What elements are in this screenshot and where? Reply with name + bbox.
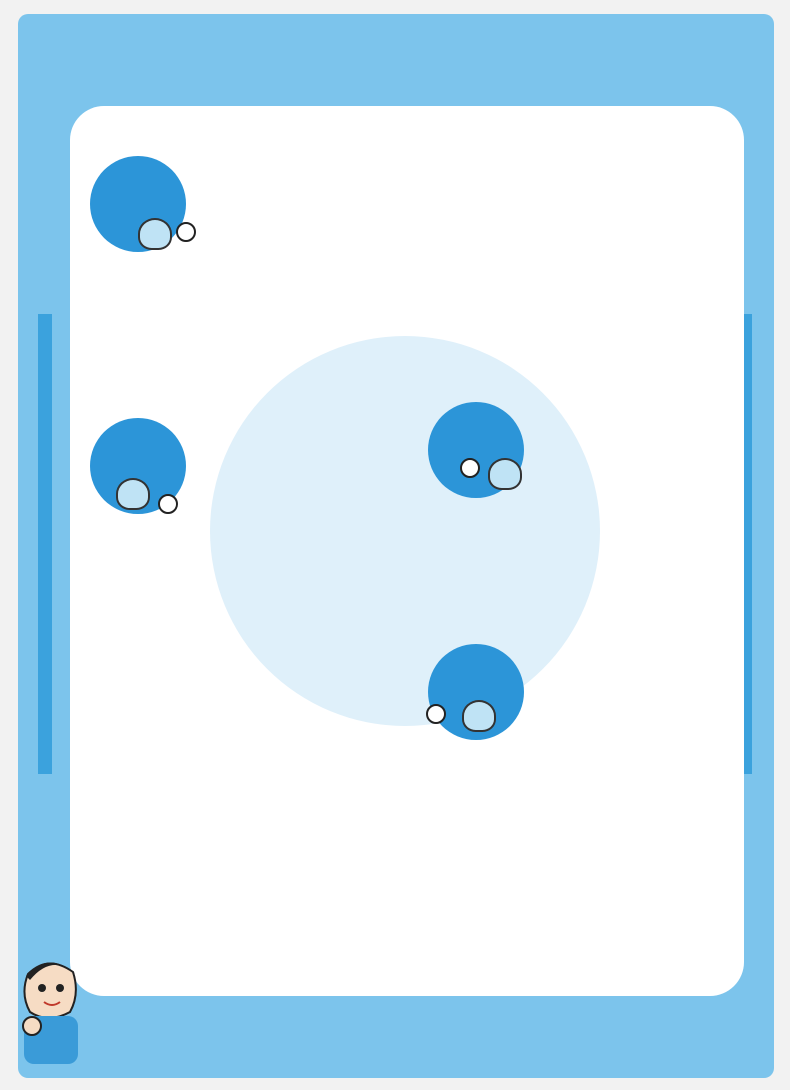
soccer-ball-icon: [158, 494, 178, 514]
contents-panel: [70, 106, 744, 996]
left-edge-bar: [38, 314, 52, 774]
page-background: [18, 14, 774, 1078]
boy-mascot-icon: [18, 954, 88, 1064]
dinosaur-mascot-icon: [138, 218, 172, 250]
soccer-ball-icon: [176, 222, 196, 242]
dinosaur-mascot-icon: [116, 478, 150, 510]
soccer-ball-icon: [460, 458, 480, 478]
background-circle: [210, 336, 600, 726]
soccer-ball-icon: [426, 704, 446, 724]
dinosaur-mascot-icon: [488, 458, 522, 490]
dinosaur-mascot-icon: [462, 700, 496, 732]
